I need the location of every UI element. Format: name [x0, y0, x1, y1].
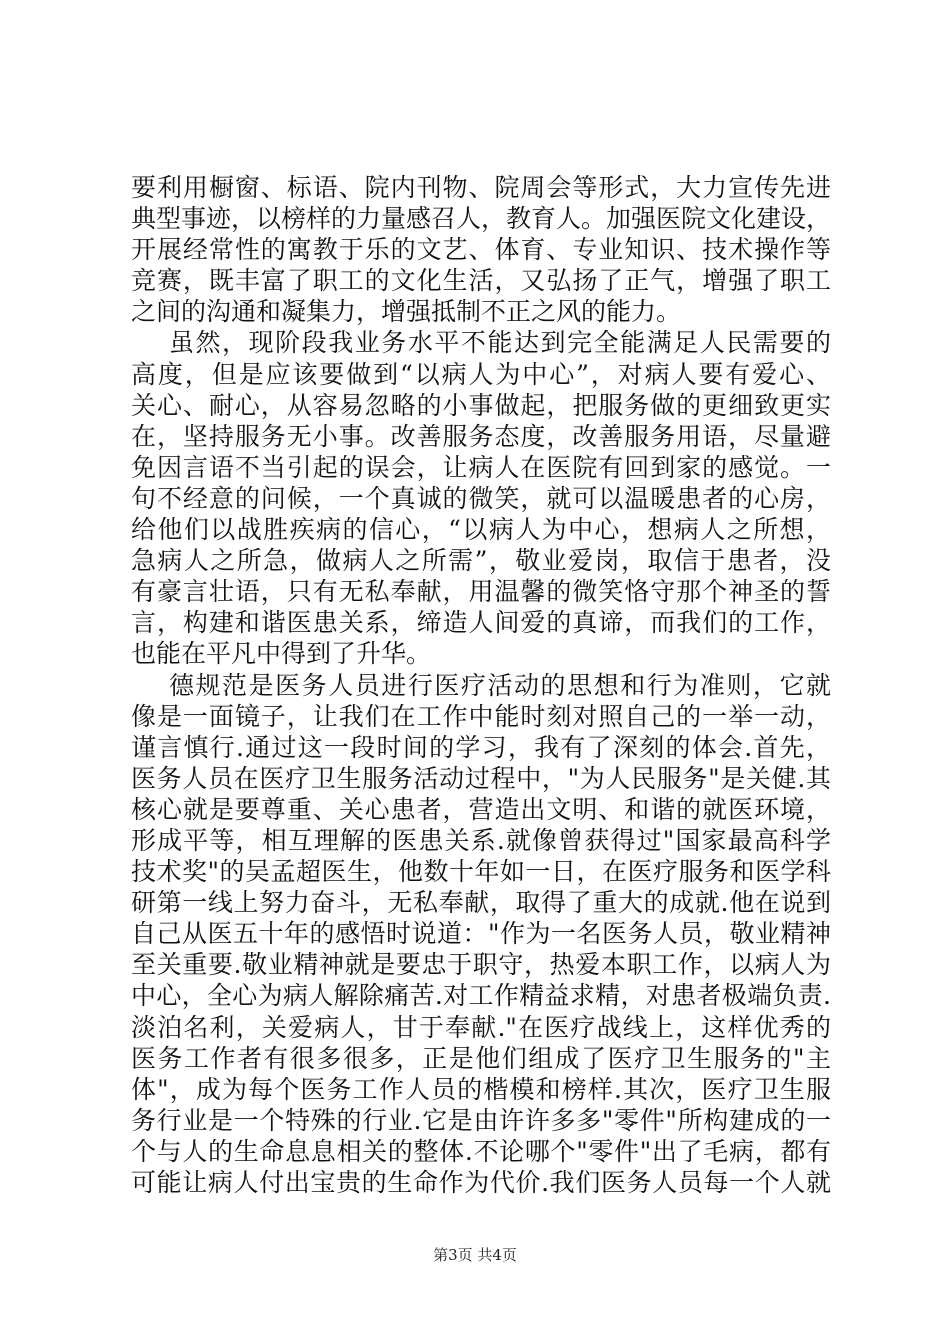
text-line: 急病人之所急，做病人之所需”，敬业爱岗，取信于患者，没	[131, 546, 831, 576]
text-line: 在，坚持服务无小事。改善服务态度，改善服务用语，尽量避	[131, 421, 831, 451]
text-line: 自己从医五十年的感悟时说道："作为一名医务人员，敬业精神	[131, 919, 831, 949]
text-line: 免因言语不当引起的误会，让病人在医院有回到家的感觉。一	[131, 452, 831, 482]
text-line: 体"，成为每个医务工作人员的楷模和榜样.其次，医疗卫生服	[131, 1074, 831, 1104]
text-line: 开展经常性的寓教于乐的文艺、体育、专业知识、技术操作等	[131, 235, 831, 265]
text-line: 典型事迹，以榜样的力量感召人，教育人。加强医院文化建设，	[131, 204, 832, 234]
text-line: 竞赛，既丰富了职工的文化生活，又弘扬了正气，增强了职工	[131, 266, 831, 296]
text-line: 有豪言壮语，只有无私奉献，用温馨的微笑恪守那个神圣的誓	[131, 577, 831, 607]
text-line: 研第一线上努力奋斗，无私奉献，取得了重大的成就.他在说到	[131, 888, 831, 918]
text-line: 像是一面镜子，让我们在工作中能时刻对照自己的一举一动，	[131, 701, 831, 731]
text-line: 也能在平凡中得到了升华。	[131, 639, 432, 669]
text-line: 高度，但是应该要做到“以病人为中心”，对病人要有爱心、	[131, 359, 831, 389]
text-line: 核心就是要尊重、关心患者，营造出文明、和谐的就医环境，	[131, 794, 831, 824]
text-line: 可能让病人付出宝贵的生命作为代价.我们医务人员每一个人就	[131, 1168, 831, 1197]
text-line: 淡泊名利，关爱病人，甘于奉献."在医疗战线上，这样优秀的	[131, 1012, 831, 1042]
text-line: 关心、耐心，从容易忽略的小事做起，把服务做的更细致更实	[131, 390, 831, 420]
text-line: 德规范是医务人员进行医疗活动的思想和行为准则，它就	[131, 670, 831, 700]
page-footer: 第3页 共4页	[433, 1246, 517, 1264]
text-line: 医务工作者有很多很多，正是他们组成了医疗卫生服务的"主	[131, 1043, 831, 1073]
text-line: 句不经意的问候，一个真诚的微笑，就可以温暖患者的心房，	[131, 483, 831, 513]
text-line: 个与人的生命息息相关的整体.不论哪个"零件"出了毛病，都有	[131, 1136, 831, 1166]
text-line: 言，构建和谐医患关系，缔造人间爱的真谛，而我们的工作，	[131, 608, 831, 638]
text-line: 之间的沟通和凝集力，增强抵制不正之风的能力。	[131, 297, 682, 327]
text-line: 至关重要.敬业精神就是要忠于职守，热爱本职工作，以病人为	[131, 950, 831, 980]
text-line: 技术奖"的吴孟超医生，他数十年如一日，在医疗服务和医学科	[131, 857, 831, 887]
text-line: 给他们以战胜疾病的信心，“以病人为中心，想病人之所想，	[131, 515, 831, 545]
text-line: 务行业是一个特殊的行业.它是由许许多多"零件"所构建成的一	[131, 1105, 831, 1135]
text-line: 虽然，现阶段我业务水平不能达到完全能满足人民需要的	[131, 328, 831, 358]
body-text	[131, 172, 831, 1198]
text-line: 医务人员在医疗卫生服务活动过程中，"为人民服务"是关健.其	[131, 763, 831, 793]
text-line: 要利用橱窗、标语、院内刊物、院周会等形式，大力宣传先进	[131, 173, 831, 202]
text-line: 中心，全心为病人解除痛苦.对工作精益求精，对患者极端负责.	[131, 981, 831, 1011]
text-line: 谨言慎行.通过这一段时间的学习，我有了深刻的体会.首先，	[131, 732, 831, 762]
text-line: 形成平等，相互理解的医患关系.就像曾获得过"国家最高科学	[131, 825, 831, 855]
